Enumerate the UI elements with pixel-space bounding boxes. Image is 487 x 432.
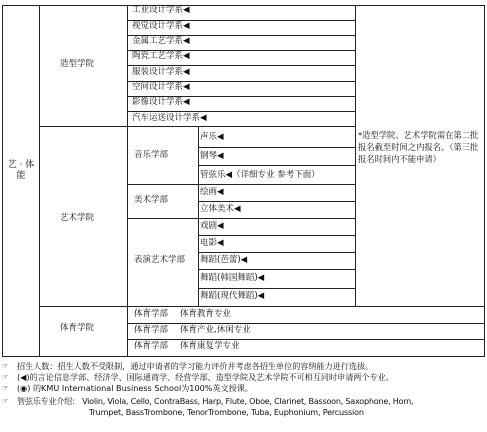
pointing-hand-icon: ☞	[2, 373, 9, 381]
dept-item: 陶瓷工艺学系◀	[132, 51, 190, 61]
major-item: 钢琴◀	[200, 151, 224, 161]
sub-art: 美术学部	[134, 195, 169, 205]
admissions-table	[2, 5, 485, 357]
major-item: 声乐◀	[200, 132, 224, 142]
note-line: (◉) 的KMU International Business School为100%英文授课。	[17, 383, 253, 393]
major-item: 管弦乐◀（详细专业 参考下面）	[200, 170, 320, 180]
pointing-hand-icon: ☞	[2, 384, 9, 392]
major-item: 戏剧◀	[200, 221, 224, 231]
major-item: 舞蹈(韩国舞蹈)◀	[200, 273, 265, 283]
tiyu-major: 体育产业,休闲专业	[180, 325, 251, 335]
dept-item: 影像设计学系◀	[132, 97, 190, 107]
dept-item: 空间设计学系◀	[132, 82, 190, 92]
dept-item: 工业设计学系◀	[132, 5, 190, 15]
dept-item: 服装设计学系◀	[132, 67, 190, 77]
note-line-continued: Trumpet, BassTrombone, TenorTrombone, Tuba, Euphonium, Percussion	[89, 407, 364, 417]
major-item: 舞蹈(现代舞蹈)◀	[200, 291, 265, 301]
application-memo: *造型学院、艺术学院需在第二批报名截至时间之内报名。（第三批报名时间内不能申请）	[358, 130, 479, 164]
major-item: 立体美术◀	[200, 204, 241, 214]
sub-music: 音乐学部	[134, 150, 169, 160]
tiyu-sub: 体育学部	[134, 325, 169, 335]
tiyu-major: 体育教育专业	[180, 309, 232, 319]
note-line: 招生人数：招生人数不受限制，通过申请者的学习能力评价并考虑各招生单位的容纳能力进行选拔。	[17, 361, 374, 371]
college-yishu: 艺术学院	[60, 213, 95, 223]
college-tiyu: 体育学院	[60, 323, 95, 333]
category-label: 艺 · 体 能	[7, 160, 35, 181]
major-item: 绘画◀	[200, 187, 224, 197]
college-zaoxing: 造型学院	[60, 59, 95, 69]
major-item: 舞蹈(芭蕾)◀	[200, 255, 248, 265]
pointing-hand-icon: ☞	[2, 362, 9, 370]
dept-item: 视觉设计学系◀	[132, 21, 190, 31]
tiyu-major: 体育康复学专业	[180, 341, 240, 351]
tiyu-sub: 体育学部	[134, 341, 169, 351]
tiyu-sub: 体育学部	[134, 309, 169, 319]
pointing-hand-icon: ☞	[2, 397, 9, 405]
dept-item: 金属工艺学系◀	[132, 36, 190, 46]
major-item: 电影◀	[200, 238, 224, 248]
sub-perform: 表演艺术学部	[134, 255, 186, 265]
note-line: 管弦乐专业介绍： Violin, Viola, Cello, ContraBass, Harp, Flute, Oboe, Clarinet, Bassoon, Saxophone, Horn,	[17, 396, 414, 406]
note-line: (◀)的言论信息学部、经济学、国际通商学、经营学部、造型学院及艺术学院不可相互同时申请两个专业。	[17, 372, 394, 382]
dept-item: 汽车运送设计学系◀	[132, 113, 207, 123]
